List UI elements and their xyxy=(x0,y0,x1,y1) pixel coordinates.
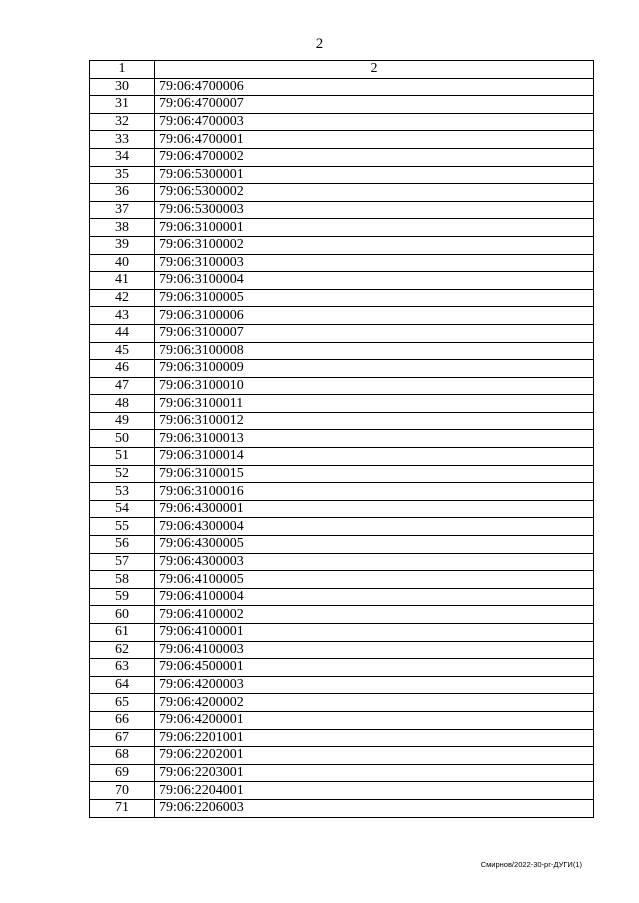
table-row xyxy=(90,711,594,729)
cadastral-code: 79:06:4100004 xyxy=(155,588,594,606)
row-number: 57 xyxy=(90,553,155,571)
table-row xyxy=(90,96,594,114)
cadastral-code: 79:06:4500001 xyxy=(155,659,594,677)
row-number: 38 xyxy=(90,219,155,237)
cadastral-code: 79:06:4200001 xyxy=(155,711,594,729)
cadastral-code: 79:06:4100002 xyxy=(155,606,594,624)
table-row xyxy=(90,518,594,536)
row-number: 69 xyxy=(90,764,155,782)
table-row xyxy=(90,624,594,642)
table-row xyxy=(90,799,594,817)
row-number: 51 xyxy=(90,448,155,466)
table-row xyxy=(90,219,594,237)
row-number: 49 xyxy=(90,412,155,430)
row-number: 67 xyxy=(90,729,155,747)
cadastral-code: 79:06:2204001 xyxy=(155,782,594,800)
row-number: 62 xyxy=(90,641,155,659)
cadastral-code: 79:06:2201001 xyxy=(155,729,594,747)
cadastral-code: 79:06:2203001 xyxy=(155,764,594,782)
cadastral-code: 79:06:3100010 xyxy=(155,377,594,395)
row-number: 46 xyxy=(90,360,155,378)
table-row xyxy=(90,500,594,518)
table-row xyxy=(90,148,594,166)
cadastral-code: 79:06:3100014 xyxy=(155,448,594,466)
row-number: 58 xyxy=(90,571,155,589)
cadastral-code: 79:06:4100003 xyxy=(155,641,594,659)
row-number: 55 xyxy=(90,518,155,536)
row-number: 40 xyxy=(90,254,155,272)
cadastral-code: 79:06:4700002 xyxy=(155,148,594,166)
cadastral-code: 79:06:3100015 xyxy=(155,465,594,483)
row-number: 52 xyxy=(90,465,155,483)
row-number: 36 xyxy=(90,184,155,202)
cadastral-code: 79:06:4700006 xyxy=(155,78,594,96)
row-number: 50 xyxy=(90,430,155,448)
cadastral-code: 79:06:4200003 xyxy=(155,676,594,694)
table-row xyxy=(90,430,594,448)
row-number: 70 xyxy=(90,782,155,800)
table-row xyxy=(90,764,594,782)
row-number: 54 xyxy=(90,500,155,518)
table-row xyxy=(90,184,594,202)
table-row xyxy=(90,131,594,149)
cadastral-code: 79:06:4700001 xyxy=(155,131,594,149)
cadastral-code: 79:06:3100005 xyxy=(155,289,594,307)
row-number: 41 xyxy=(90,272,155,290)
row-number: 43 xyxy=(90,307,155,325)
cadastral-table xyxy=(89,60,594,818)
row-number: 68 xyxy=(90,747,155,765)
table-row xyxy=(90,465,594,483)
table-row xyxy=(90,553,594,571)
footer-doc-id: Смирнов/2022-30-рг-ДУГИ(1) xyxy=(480,860,582,869)
table-row xyxy=(90,377,594,395)
cadastral-code: 79:06:3100004 xyxy=(155,272,594,290)
table-row xyxy=(90,448,594,466)
table-row xyxy=(90,536,594,554)
cadastral-code: 79:06:3100003 xyxy=(155,254,594,272)
row-number: 60 xyxy=(90,606,155,624)
cadastral-code: 79:06:3100007 xyxy=(155,324,594,342)
header-col-2: 2 xyxy=(155,61,594,79)
table-row xyxy=(90,483,594,501)
table-row xyxy=(90,236,594,254)
cadastral-code: 79:06:3100016 xyxy=(155,483,594,501)
table-row xyxy=(90,747,594,765)
cadastral-code: 79:06:4300005 xyxy=(155,536,594,554)
row-number: 31 xyxy=(90,96,155,114)
table-row xyxy=(90,395,594,413)
row-number: 42 xyxy=(90,289,155,307)
table-row xyxy=(90,166,594,184)
cadastral-code: 79:06:4100001 xyxy=(155,624,594,642)
header-col-1: 1 xyxy=(90,61,155,79)
cadastral-code: 79:06:4100005 xyxy=(155,571,594,589)
table-row xyxy=(90,694,594,712)
table-row xyxy=(90,606,594,624)
row-number: 45 xyxy=(90,342,155,360)
cadastral-code: 79:06:3100012 xyxy=(155,412,594,430)
table-body xyxy=(90,61,594,818)
table-row xyxy=(90,289,594,307)
row-number: 59 xyxy=(90,588,155,606)
cadastral-code: 79:06:5300003 xyxy=(155,201,594,219)
row-number: 32 xyxy=(90,113,155,131)
cadastral-code: 79:06:3100001 xyxy=(155,219,594,237)
row-number: 39 xyxy=(90,236,155,254)
row-number: 37 xyxy=(90,201,155,219)
table-row xyxy=(90,360,594,378)
table-row xyxy=(90,78,594,96)
cadastral-code: 79:06:3100008 xyxy=(155,342,594,360)
row-number: 53 xyxy=(90,483,155,501)
row-number: 35 xyxy=(90,166,155,184)
row-number: 64 xyxy=(90,676,155,694)
table-row xyxy=(90,782,594,800)
table-row xyxy=(90,412,594,430)
cadastral-code: 79:06:5300002 xyxy=(155,184,594,202)
row-number: 33 xyxy=(90,131,155,149)
cadastral-code: 79:06:2202001 xyxy=(155,747,594,765)
cadastral-code: 79:06:3100011 xyxy=(155,395,594,413)
table-row xyxy=(90,676,594,694)
cadastral-code: 79:06:5300001 xyxy=(155,166,594,184)
row-number: 48 xyxy=(90,395,155,413)
table-header-row xyxy=(90,61,594,79)
cadastral-code: 79:06:4300004 xyxy=(155,518,594,536)
table-row xyxy=(90,254,594,272)
row-number: 34 xyxy=(90,148,155,166)
table-row xyxy=(90,307,594,325)
table-row xyxy=(90,113,594,131)
cadastral-code: 79:06:4300001 xyxy=(155,500,594,518)
page-number: 2 xyxy=(315,36,324,52)
table-row xyxy=(90,641,594,659)
cadastral-code: 79:06:4700003 xyxy=(155,113,594,131)
cadastral-code: 79:06:3100002 xyxy=(155,236,594,254)
cadastral-code: 79:06:4300003 xyxy=(155,553,594,571)
table-row xyxy=(90,729,594,747)
cadastral-code: 79:06:4700007 xyxy=(155,96,594,114)
table-row xyxy=(90,324,594,342)
cadastral-code: 79:06:3100013 xyxy=(155,430,594,448)
table-row xyxy=(90,201,594,219)
row-number: 63 xyxy=(90,659,155,677)
row-number: 56 xyxy=(90,536,155,554)
cadastral-code: 79:06:4200002 xyxy=(155,694,594,712)
row-number: 66 xyxy=(90,711,155,729)
table-row xyxy=(90,571,594,589)
row-number: 71 xyxy=(90,799,155,817)
cadastral-code: 79:06:2206003 xyxy=(155,799,594,817)
row-number: 61 xyxy=(90,624,155,642)
table-row xyxy=(90,342,594,360)
cadastral-code: 79:06:3100009 xyxy=(155,360,594,378)
table-row xyxy=(90,272,594,290)
table-row xyxy=(90,588,594,606)
row-number: 65 xyxy=(90,694,155,712)
cadastral-code: 79:06:3100006 xyxy=(155,307,594,325)
row-number: 30 xyxy=(90,78,155,96)
table-row xyxy=(90,659,594,677)
row-number: 44 xyxy=(90,324,155,342)
row-number: 47 xyxy=(90,377,155,395)
